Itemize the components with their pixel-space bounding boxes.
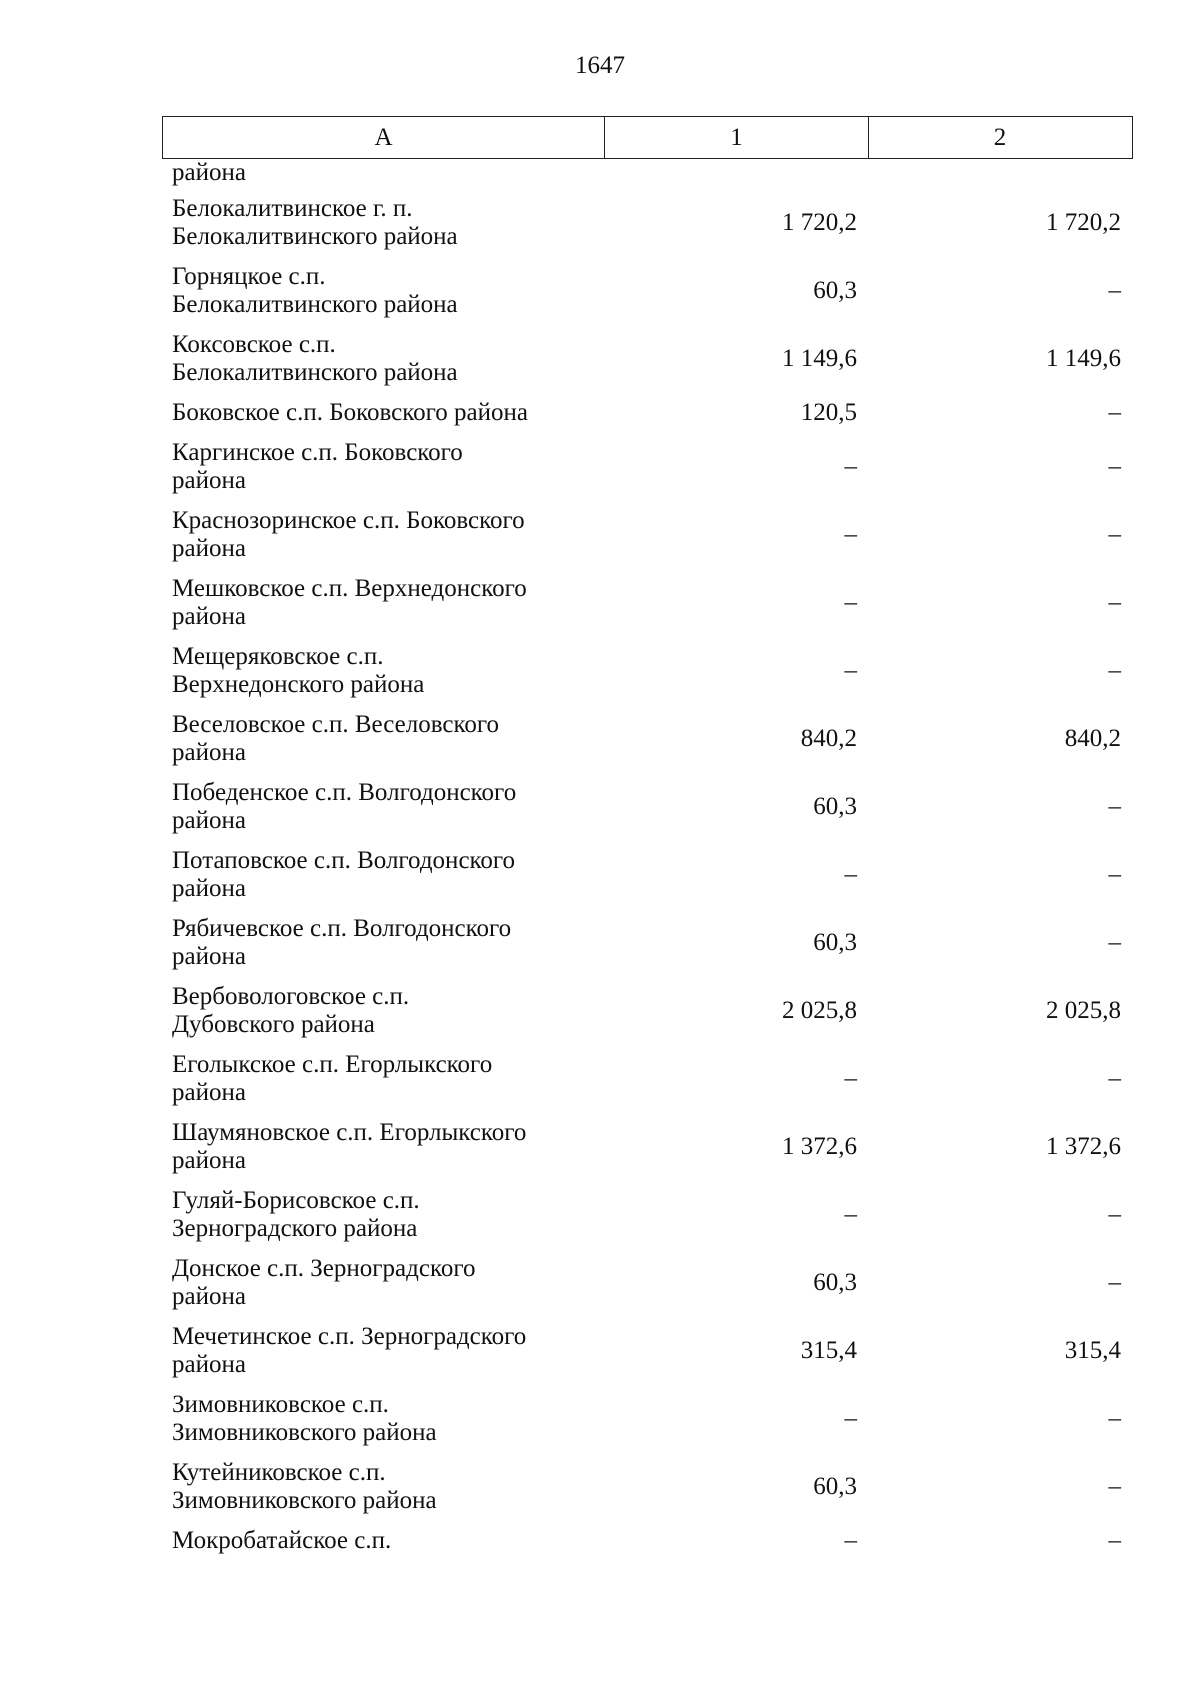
- row-value-col1: –: [844, 453, 857, 480]
- row-value-col2: 1 149,6: [1046, 345, 1121, 372]
- table-row: [162, 507, 1133, 563]
- table-row: [162, 915, 1133, 971]
- row-name: [162, 1051, 604, 1107]
- row-value-col1: 60,3: [813, 277, 857, 304]
- row-value-col1: 2 025,8: [782, 997, 857, 1024]
- row-name: [162, 1323, 604, 1379]
- row-name-line: Каргинское с.п. Боковского: [172, 439, 463, 466]
- row-value-col1: 840,2: [800, 725, 857, 752]
- row-name: [162, 399, 604, 427]
- row-value-col2: –: [1108, 861, 1121, 888]
- row-name-line: Белокалитвинское г. п.: [172, 195, 413, 222]
- row-value-col1: 60,3: [813, 1473, 857, 1500]
- row-name-line: Боковское с.п. Боковского района: [172, 399, 528, 426]
- page-number: 1647: [575, 52, 625, 79]
- row-name-line: Еголыкское с.п. Егорлыкского: [172, 1051, 493, 1078]
- row-value-col2: –: [1108, 1065, 1121, 1092]
- row-value-col2: 1 720,2: [1046, 209, 1121, 236]
- row-name-line: Мешковское с.п. Верхнедонского: [172, 575, 527, 602]
- row-name: [162, 507, 604, 563]
- row-value-col1: –: [844, 1527, 857, 1554]
- row-name-line: Белокалитвинского района: [172, 291, 458, 318]
- row-value-col1: –: [844, 1065, 857, 1092]
- table-row: [162, 1527, 1133, 1555]
- row-value-col1: –: [844, 521, 857, 548]
- table-row: [162, 399, 1133, 427]
- row-name: [162, 1255, 604, 1311]
- table-row: [162, 1391, 1133, 1447]
- row-name-line: Верхнедонского района: [172, 671, 425, 698]
- table-row: [162, 263, 1133, 319]
- row-value-col2: –: [1108, 453, 1121, 480]
- table-row: [162, 983, 1133, 1039]
- table-row: [162, 1187, 1133, 1243]
- table-row: [162, 779, 1133, 835]
- table-row: [162, 643, 1133, 699]
- table-row: [162, 1323, 1133, 1379]
- row-name: [162, 847, 604, 903]
- row-value-col2: 840,2: [1064, 725, 1121, 752]
- table-row: [162, 1119, 1133, 1175]
- table-row: [162, 195, 1133, 251]
- row-value-col1: 1 372,6: [782, 1133, 857, 1160]
- row-name-line: района: [172, 467, 246, 494]
- row-name: [162, 1119, 604, 1175]
- row-name-line: Веселовское с.п. Веселовского: [172, 711, 500, 738]
- row-name-line: района: [172, 1079, 246, 1106]
- row-name: [162, 915, 604, 971]
- row-value-col1: –: [844, 589, 857, 616]
- row-name-line: Кутейниковское с.п.: [172, 1459, 386, 1486]
- row-value-col1: 60,3: [813, 929, 857, 956]
- row-name-line: Мещеряковское с.п.: [172, 643, 384, 670]
- row-value-col1: 315,4: [800, 1337, 857, 1364]
- row-name-line: Мечетинское с.п. Зерноградского: [172, 1323, 527, 1350]
- row-name-line: района: [172, 535, 246, 562]
- row-name-line: Зимовниковского района: [172, 1419, 437, 1446]
- row-value-col2: –: [1108, 277, 1121, 304]
- table-row: [162, 1459, 1133, 1515]
- row-name-line: Гуляй-Борисовское с.п.: [172, 1187, 420, 1214]
- row-value-col2: –: [1108, 1201, 1121, 1228]
- row-name-line: района: [172, 603, 246, 630]
- row-name-line: Донское с.п. Зерноградского: [172, 1255, 476, 1282]
- row-name-line: Победенское с.п. Волгодонского: [172, 779, 517, 806]
- row-value-col2: –: [1108, 1269, 1121, 1296]
- table-row: [162, 331, 1133, 387]
- row-value-col2: –: [1108, 399, 1121, 426]
- row-value-col1: 60,3: [813, 1269, 857, 1296]
- row-value-col2: –: [1108, 589, 1121, 616]
- carry-over-text: района: [172, 159, 246, 186]
- row-name-line: Дубовского района: [172, 1011, 375, 1038]
- row-name: [162, 983, 604, 1039]
- row-name-line: района: [172, 739, 246, 766]
- row-name-line: района: [172, 943, 246, 970]
- row-name-line: Зимовниковского района: [172, 1487, 437, 1514]
- row-name-line: Белокалитвинского района: [172, 223, 458, 250]
- row-name: [162, 439, 604, 495]
- row-value-col2: –: [1108, 1527, 1121, 1554]
- row-value-col2: –: [1108, 657, 1121, 684]
- table-row: [162, 1051, 1133, 1107]
- row-name-line: района: [172, 1283, 246, 1310]
- row-value-col2: –: [1108, 521, 1121, 548]
- row-name: [162, 575, 604, 631]
- row-name-line: Зимовниковское с.п.: [172, 1391, 389, 1418]
- row-name-line: Горняцкое с.п.: [172, 263, 326, 290]
- row-name-line: Краснозоринское с.п. Боковского: [172, 507, 525, 534]
- row-name-line: Шаумяновское с.п. Егорлыкского: [172, 1119, 527, 1146]
- row-name-line: Потаповское с.п. Волгодонского: [172, 847, 516, 874]
- row-value-col2: –: [1108, 1405, 1121, 1432]
- table-row: [162, 439, 1133, 495]
- table-row: [162, 1255, 1133, 1311]
- header-cell-a: А: [163, 117, 605, 158]
- row-name: [162, 779, 604, 835]
- row-name-line: района: [172, 807, 246, 834]
- row-name: [162, 1527, 604, 1555]
- header-cell-1: 1: [605, 117, 869, 158]
- row-value-col2: 1 372,6: [1046, 1133, 1121, 1160]
- table-body: [162, 159, 1133, 1567]
- row-name: [162, 1391, 604, 1447]
- row-value-col1: 120,5: [800, 399, 857, 426]
- row-name-line: Рябичевское с.п. Волгодонского: [172, 915, 512, 942]
- row-name-line: района: [172, 875, 246, 902]
- table-row: [162, 575, 1133, 631]
- row-name: [162, 711, 604, 767]
- table-row: [162, 847, 1133, 903]
- row-value-col2: –: [1108, 793, 1121, 820]
- row-value-col1: –: [844, 657, 857, 684]
- row-name-line: Зерноградского района: [172, 1215, 418, 1242]
- row-value-col1: –: [844, 1201, 857, 1228]
- table-row: [162, 711, 1133, 767]
- row-name-line: Вербовологовское с.п.: [172, 983, 410, 1010]
- row-value-col2: –: [1108, 929, 1121, 956]
- row-value-col2: –: [1108, 1473, 1121, 1500]
- row-name: [162, 263, 604, 319]
- header-cell-2: 2: [993, 123, 1007, 151]
- row-name: [162, 195, 604, 251]
- row-value-col1: –: [844, 861, 857, 888]
- row-name-line: Коксовское с.п.: [172, 331, 336, 358]
- row-value-col2: 2 025,8: [1046, 997, 1121, 1024]
- row-name-line: Мокробатайское с.п.: [172, 1527, 392, 1554]
- row-name: [162, 1459, 604, 1515]
- row-value-col1: 60,3: [813, 793, 857, 820]
- row-name-line: района: [172, 1147, 246, 1174]
- row-name: [162, 643, 604, 699]
- row-name: [162, 1187, 604, 1243]
- table-header: [162, 116, 1133, 159]
- row-value-col1: –: [844, 1405, 857, 1432]
- row-value-col1: 1 149,6: [782, 345, 857, 372]
- row-name-line: района: [172, 1351, 246, 1378]
- row-value-col2: 315,4: [1064, 1337, 1121, 1364]
- row-name-line: Белокалитвинского района: [172, 359, 458, 386]
- row-name: [162, 331, 604, 387]
- row-value-col1: 1 720,2: [782, 209, 857, 236]
